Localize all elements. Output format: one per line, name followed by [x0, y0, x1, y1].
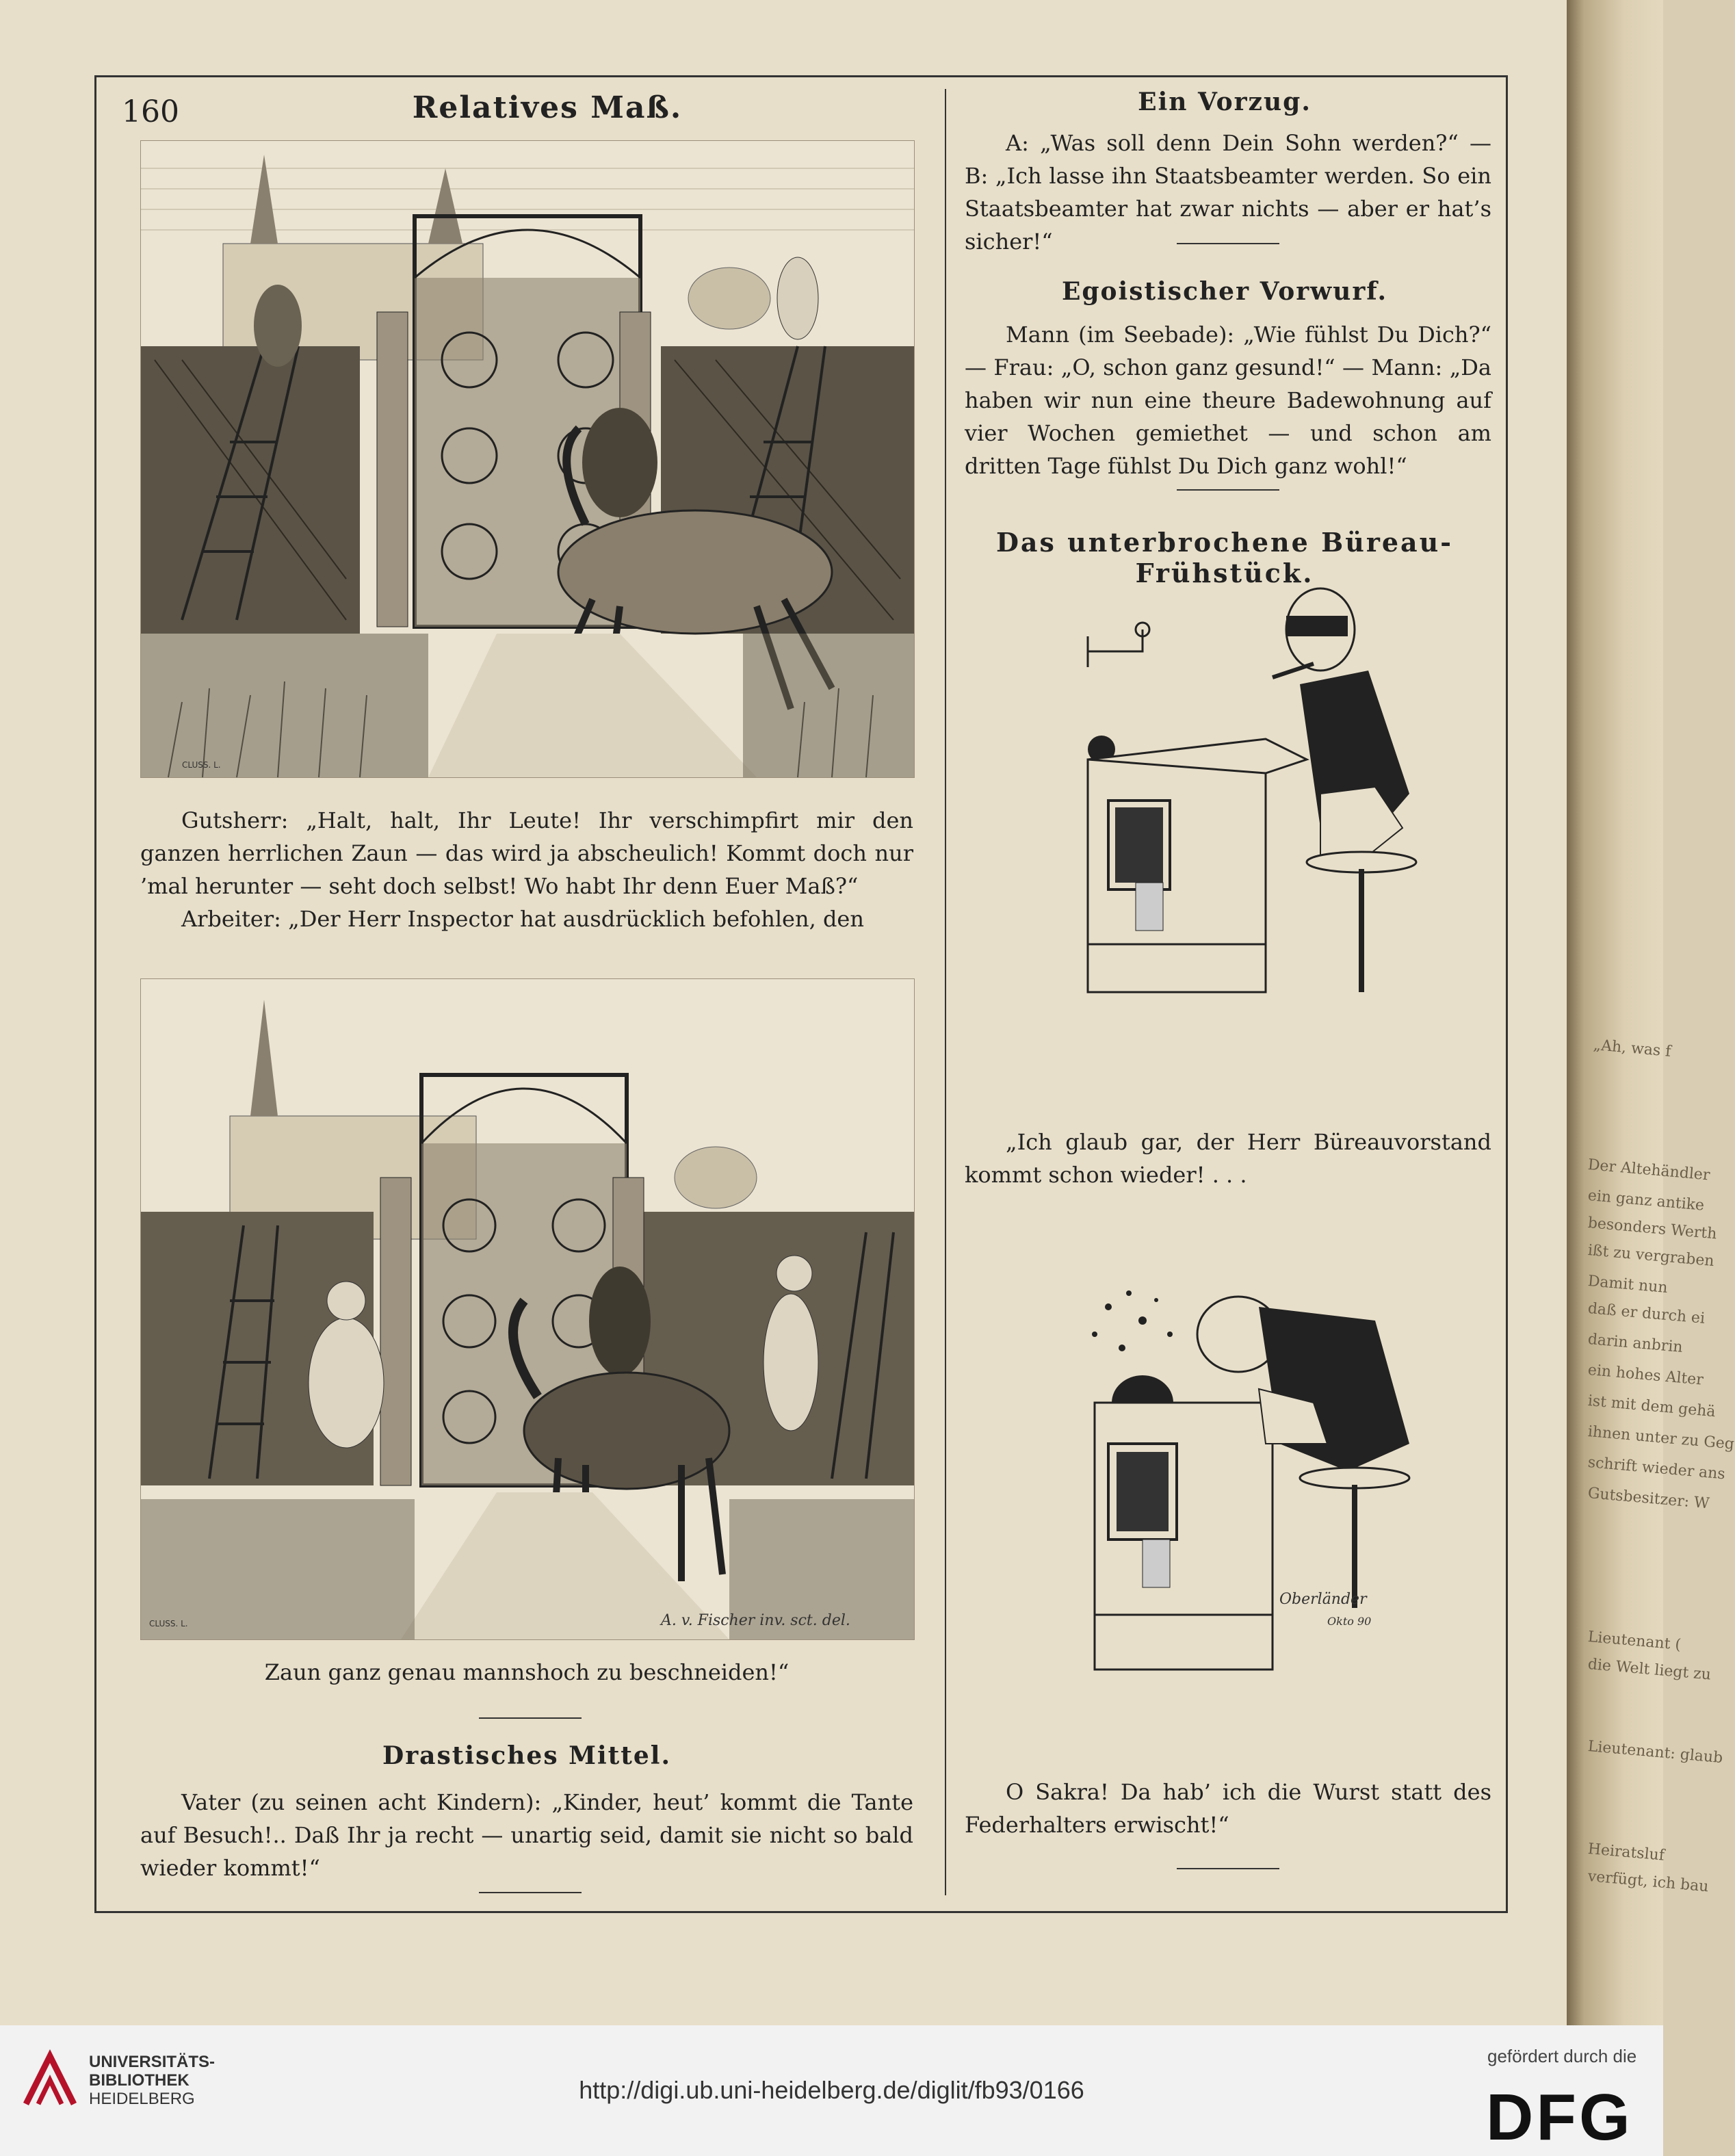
engraving-2 [141, 979, 914, 1639]
cartoon-clerk-2 [1054, 1266, 1437, 1670]
dialogue-paragraph-1: Gutsherr: „Halt, halt, Ihr Leute! Ihr verschimpfirt mir den ganzen herrlichen Zaun — das wird ja abscheulich! Kommt doch nur ’mal herunter — seht doch selbst! Wo habt Ihr denn Euer Maß?“ [140, 807, 913, 899]
next-page-line: Lieutenant: glaub [1587, 1738, 1724, 1767]
next-page-line: ein hohes Alter [1587, 1362, 1704, 1389]
caption-cartoon-2-text: O Sakra! Da hab’ ich die Wurst statt des Federhalters erwischt!“ [965, 1779, 1491, 1838]
next-page-line: darin anbrin [1587, 1331, 1684, 1357]
dfg-logo: DFG [1486, 2081, 1633, 2154]
caption-cartoon-1 [965, 1126, 1491, 1191]
next-page-line: Lieutenant ( [1587, 1628, 1682, 1654]
caption-cartoon-1-text: „Ich glaub gar, der Herr Büreauvorstand kommt schon wieder! . . . [965, 1129, 1491, 1188]
cartoon-2-drawing [1054, 1266, 1437, 1670]
next-page-line: besonders Werth [1587, 1215, 1718, 1243]
left-title: Relatives Maß. [412, 90, 683, 125]
dialogue-paragraph-2: Arbeiter: „Der Herr Inspector hat ausdrücklich befohlen, den [181, 906, 864, 932]
next-page-line: Der Altehändler [1587, 1156, 1711, 1184]
next-page-line: verfügt, ich bau [1587, 1868, 1710, 1896]
section-title-fruehstueck: Das unterbrochene Büreau-Frühstück. [995, 527, 1454, 588]
dialogue-gutsherr [140, 804, 913, 935]
logo-line-3: HEIDELBERG [89, 2090, 195, 2108]
section-rule [479, 1892, 582, 1893]
artist-signature: A. v. Fischer inv. sct. del. [661, 1612, 850, 1629]
text-drastisches-body: Vater (zu seinen acht Kindern): „Kinder, heut’ kommt die Tante auf Besuch!.. Daß Ihr ja recht — unartig seid, damit sie nicht so bald wieder kommt!“ [140, 1789, 913, 1881]
section-rule [1177, 489, 1279, 491]
page-number: 160 [122, 94, 179, 129]
logo-line-1: UNIVERSITÄTS- [89, 2053, 216, 2071]
section-title-vorzug: Ein Vorzug. [1138, 88, 1312, 116]
cartoonist-signature: Oberländer [1279, 1591, 1367, 1608]
logo-line-2: BIBLIOTHEK [89, 2071, 190, 2090]
next-page-line: schrift wieder ans [1587, 1454, 1726, 1483]
section-rule [1177, 243, 1279, 244]
section-title-drastisches: Drastisches Mittel. [382, 1741, 672, 1770]
cartoon-clerk-1 [1047, 568, 1430, 992]
section-title-egoistischer: Egoistischer Vorwurf. [1061, 277, 1388, 306]
section-rule [1177, 1868, 1279, 1869]
digitization-url-link[interactable]: http://digi.ub.uni-heidelberg.de/diglit/fb93/0166 [579, 2076, 1084, 2104]
text-vorzug-body: A: „Was soll denn Dein Sohn werden?“ — B: „Ich lasse ihn Staatsbeamter werden. So ein Staatsbeamter hat zwar nichts — aber er hat’s sicher!“ [965, 130, 1491, 255]
next-page-line: die Welt liegt zu [1587, 1656, 1712, 1684]
next-page-line: Gutsbesitzer: W [1587, 1485, 1710, 1513]
next-page-line: ihnen unter zu Geg [1587, 1423, 1735, 1453]
next-page-edge [1567, 0, 1663, 2025]
text-vorzug [965, 127, 1491, 258]
next-page-line: ißt zu vergraben [1587, 1242, 1715, 1271]
cartoonist-date: Okto 90 [1327, 1615, 1372, 1628]
column-divider [945, 89, 946, 1895]
next-page-line: „Ah, was f [1592, 1037, 1672, 1061]
next-page-line: ein ganz antike [1587, 1187, 1706, 1215]
next-page-line: daß er durch ei [1587, 1300, 1706, 1327]
caption-zaun: Zaun ganz genau mannshoch zu beschneiden!“ [264, 1659, 790, 1685]
illustration-gate-rider-1 [140, 140, 915, 778]
engraver-mark-2: CLUSS. L. [149, 1619, 188, 1628]
next-page-line: Damit nun [1587, 1273, 1669, 1297]
next-page-line: Heiratsluf [1587, 1841, 1665, 1865]
next-page-line: ist mit dem gehä [1587, 1392, 1717, 1421]
text-drastisches [140, 1786, 913, 1884]
text-egoistischer-body: Mann (im Seebade): „Wie fühlst Du Dich?“ — Frau: „O, schon ganz gesund!“ — Mann: „Da haben wir nun eine theure Badewohnung auf vier Wochen gemiethet — und schon am dritten Tage fühlst Du Dich ganz wohl!“ [965, 322, 1491, 479]
section-rule [479, 1717, 582, 1719]
engraver-mark-1: CLUSS. L. [182, 760, 221, 770]
funded-by-text: gefördert durch die [1487, 2046, 1637, 2066]
caption-cartoon-2 [965, 1776, 1491, 1841]
cartoon-1-drawing [1047, 568, 1430, 992]
engraving-1 [141, 141, 914, 777]
text-egoistischer [965, 318, 1491, 482]
illustration-gate-rider-2 [140, 978, 915, 1640]
